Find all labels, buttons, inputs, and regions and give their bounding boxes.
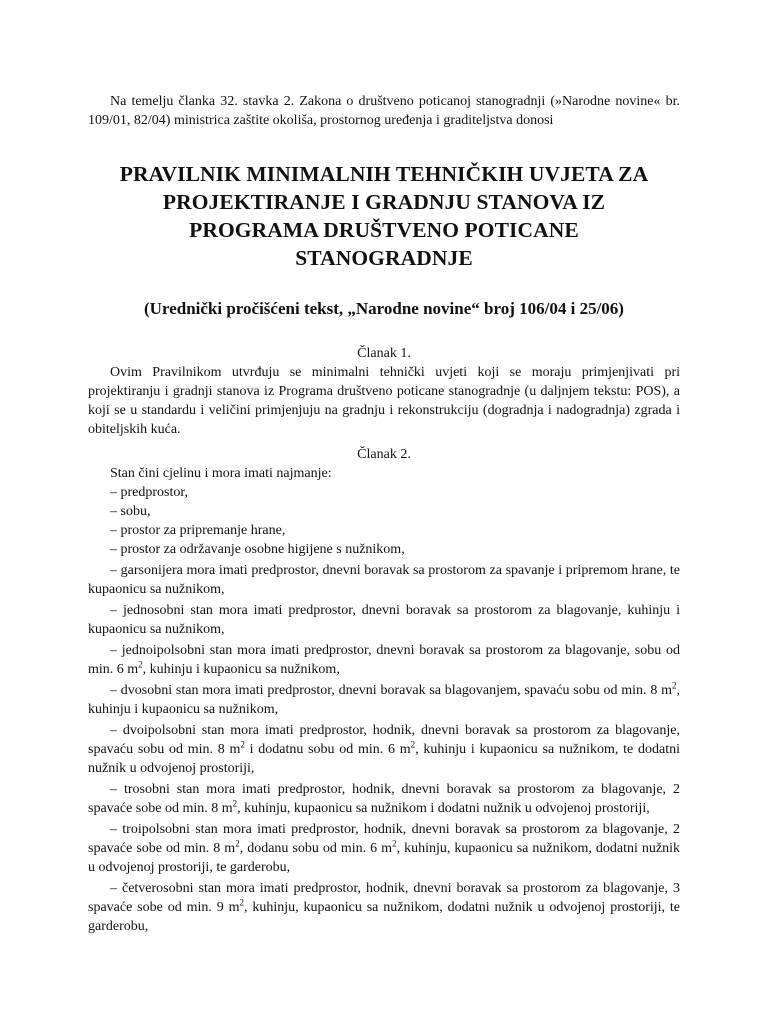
list-item [88, 780, 680, 818]
list-item: – jednosobni stan mora imati predprostor, dnevni boravak sa prostorom za blagovanje, kuhinju i kupaonicu sa nužnikom, [88, 603, 680, 637]
intro-paragraph: Na temelju članka 32. stavka 2. Zakona o društveno poticanoj stanogradnji (»Narodne novine« br. 109/01, 82/04) ministrica zaštite okoliša, prostornog uređenja i graditeljstva donosi [88, 94, 680, 128]
title-line: PROJEKTIRANJE I GRADNJU STANOVA IZ [162, 190, 606, 214]
article-1-title: Članak 1. [357, 346, 411, 361]
list-item [88, 820, 680, 877]
title-line: STANOGRADNJE [295, 246, 473, 270]
superscript: 2 [239, 897, 244, 908]
document-subtitle: (Urednički pročišćeni tekst, „Narodne novine“ broj 106/04 i 25/06) [144, 299, 624, 318]
list-item: – prostor za pripremanje hrane, [110, 523, 286, 538]
list-item [88, 641, 680, 679]
article-1-text: Ovim Pravilnikom utvrđuju se minimalni tehnički uvjeti koji se moraju primjenjivati pri projektiranju i gradnji stanova iz Programa društveno poticane stanogradnje (u daljnjem tekstu: POS), a koji se u standardu i veličini primjenjuju na gradnju i rekonstrukciju (dogradnja i nadogradnja) zgrada i obiteljskih kuća. [88, 365, 680, 437]
item-text: – jednoipolsobni stan mora imati predprostor, dnevni boravak sa prostorom za blagovanje, sobu od min. 6 m [88, 643, 680, 677]
title-line: PRAVILNIK MINIMALNIH TEHNIČKIH UVJETA ZA [119, 162, 649, 186]
item-text: , kuhinju, kupaonicu sa nužnikom i dodatni nužnik u odvojenoj prostoriji, [237, 801, 650, 816]
article-2-title: Članak 2. [357, 447, 411, 462]
item-text: , kuhinju i kupaonicu sa nužnikom, [88, 683, 680, 717]
superscript: 2 [672, 680, 677, 691]
document-title [88, 160, 680, 272]
list-item [88, 681, 680, 719]
item-text: i dodatnu sobu od min. 6 m [244, 742, 411, 757]
item-text: , kuhinju, kupaonicu sa nužnikom, dodatni nužnik u odvojenoj prostoriji, te garderobu, [88, 841, 680, 875]
item-text: – troipolsobni stan mora imati predprostor, hodnik, dnevni boravak sa prostorom za blagovanje, 2 spavaće sobe od min. 8 m [88, 822, 680, 856]
item-text: – četverosobni stan mora imati predprostor, hodnik, dnevni boravak sa prostorom za blagovanje, 3 spavaće sobe od min. 9 m [88, 881, 680, 915]
list-item: – garsonijera mora imati predprostor, dnevni boravak sa prostorom za spavanje i pripremom hrane, te kupaonicu sa nužnikom, [88, 563, 680, 597]
list-item: – sobu, [110, 504, 151, 519]
item-text: , dodanu sobu od min. 6 m [239, 841, 393, 856]
article-2-lead: Stan čini cjelinu i mora imati najmanje: [110, 466, 332, 481]
item-text: , kuhinju i kupaonicu sa nužnikom, te dodatni nužnik u odvojenoj prostoriji, [88, 742, 680, 776]
item-text: – dvoipolsobni stan mora imati predprostor, hodnik, dnevni boravak sa prostorom za blagovanje, spavaću sobu od min. 8 m [88, 723, 680, 757]
superscript: 2 [410, 739, 416, 750]
list-item: – prostor za održavanje osobne higijene s nužnikom, [110, 542, 405, 557]
superscript: 2 [138, 659, 143, 670]
list-item: – predprostor, [110, 485, 188, 500]
item-text: – dvosobni stan mora imati predprostor, dnevni boravak sa blagovanjem, spavaću sobu od min. 8 m [110, 683, 672, 698]
list-item [88, 721, 680, 778]
list-item [88, 879, 680, 936]
superscript: 2 [235, 838, 240, 849]
title-line: PROGRAMA DRUŠTVENO POTICANE [189, 218, 579, 242]
superscript: 2 [392, 838, 397, 849]
article-2-list [88, 483, 680, 936]
superscript: 2 [240, 739, 245, 750]
item-text: , kuhinju, kupaonicu sa nužnikom, dodatni nužnik u odvojenoj prostoriji, te garderobu, [88, 900, 680, 934]
item-text: – trosobni stan mora imati predprostor, hodnik, dnevni boravak sa prostorom za blagovanje, 2 spavaće sobe od min. 8 m [88, 782, 680, 816]
item-text: , kuhinju i kupaonicu sa nužnikom, [142, 662, 340, 677]
superscript: 2 [232, 798, 238, 809]
